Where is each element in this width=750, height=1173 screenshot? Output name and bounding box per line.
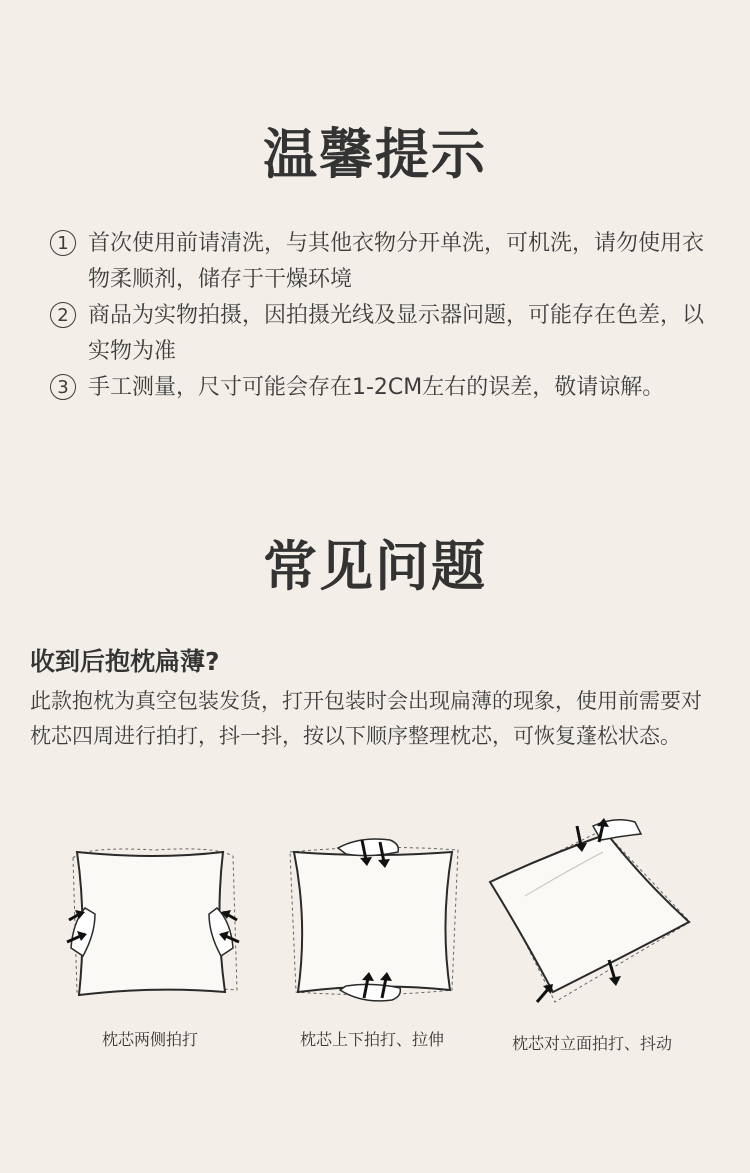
tip-item xyxy=(50,226,710,298)
pillow-pat-sides-icon xyxy=(55,830,255,1010)
illustration-caption: 枕芯两侧拍打 xyxy=(101,1030,198,1049)
pillow-pat-top-bottom-icon xyxy=(280,830,470,1010)
faq-block xyxy=(30,644,720,754)
tip-item xyxy=(50,298,710,370)
faq-title: 常见问题 xyxy=(263,535,487,598)
tip-item xyxy=(50,370,710,406)
tip-text: 首次使用前请清洗，与其他衣物分开单洗，可机洗，请勿使用衣物柔顺剂，储存于干燥环境 xyxy=(88,231,705,292)
faq-question: 收到后抱枕扁薄? xyxy=(30,647,220,676)
tips-list xyxy=(50,226,710,406)
tip-text: 手工测量，尺寸可能会存在1-2CM左右的误差，敬请谅解。 xyxy=(88,375,665,400)
tip-number: 2 xyxy=(50,302,76,328)
faq-answer: 此款抱枕为真空包装发货，打开包装时会出现扁薄的现象，使用前需要对枕芯四周进行拍打，抖一抖，按以下顺序整理枕芯，可恢复蓬松状态。 xyxy=(30,689,702,748)
tip-number: 1 xyxy=(50,230,76,256)
tip-text: 商品为实物拍摄，因拍摄光线及显示器问题，可能存在色差，以实物为准 xyxy=(88,303,705,364)
illustration-caption: 枕芯对立面拍打、抖动 xyxy=(511,1034,672,1053)
pillow-pat-corners-icon xyxy=(485,812,700,1012)
tip-number: 3 xyxy=(50,374,76,400)
tips-title: 温馨提示 xyxy=(263,123,487,186)
illustration-caption: 枕芯上下拍打、拉伸 xyxy=(299,1030,444,1049)
